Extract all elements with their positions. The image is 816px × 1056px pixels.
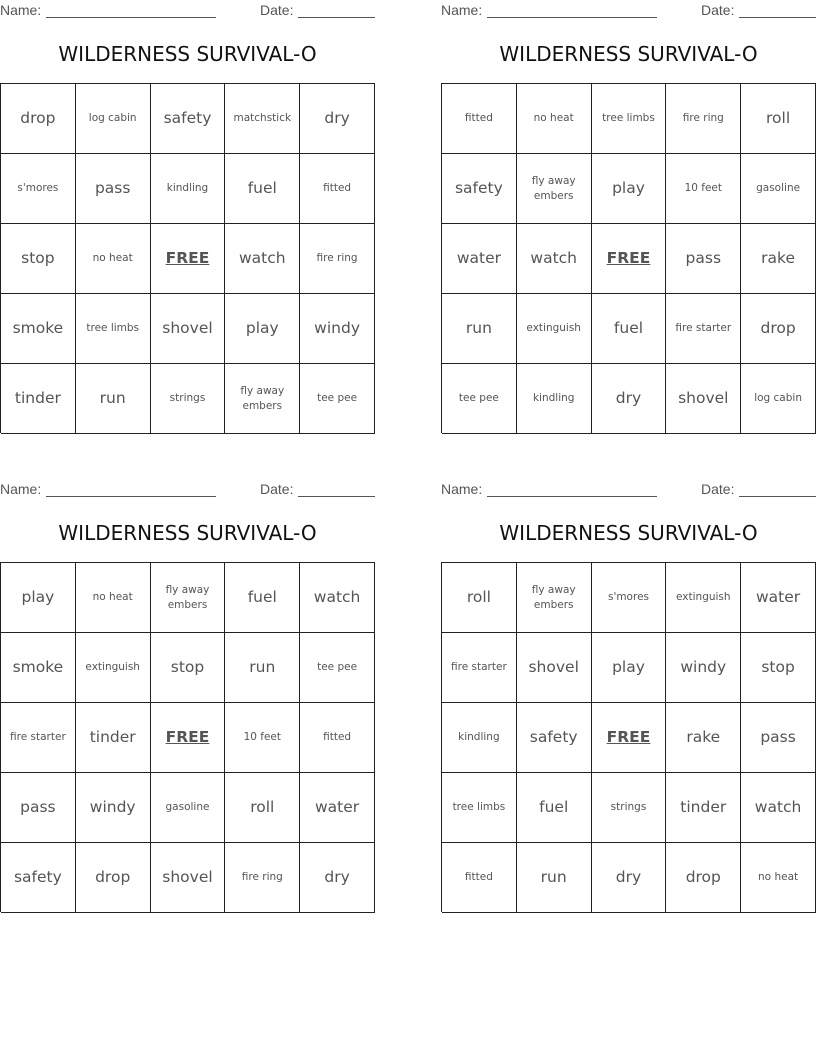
grid-row [442, 633, 816, 703]
bingo-cell: kindling [517, 364, 592, 434]
name-label: Name: [441, 2, 483, 18]
bingo-cell: safety [151, 84, 226, 154]
bingo-cell: watch [741, 773, 816, 843]
bingo-cell: no heat [517, 84, 592, 154]
card-title: WILDERNESS SURVIVAL-O [58, 42, 317, 66]
grid-row [442, 84, 816, 154]
bingo-cell: dry [300, 84, 375, 154]
grid-row [1, 563, 375, 633]
grid-row [1, 773, 375, 843]
bingo-cell: fuel [592, 294, 667, 364]
bingo-cell: tree limbs [592, 84, 667, 154]
bingo-cell: windy [300, 294, 375, 364]
bingo-cell: fuel [517, 773, 592, 843]
bingo-cell: tree limbs [76, 294, 151, 364]
grid-row [442, 773, 816, 843]
grid-row [442, 703, 816, 773]
bingo-cell: water [442, 224, 517, 294]
grid-row [442, 843, 816, 913]
bingo-cell: watch [517, 224, 592, 294]
free-space: FREE [592, 224, 667, 294]
bingo-cell: dry [592, 364, 667, 434]
bingo-cell: windy [666, 633, 741, 703]
name-line [46, 496, 216, 497]
card-header [0, 2, 375, 20]
bingo-cell: 10 feet [666, 154, 741, 224]
bingo-cell: s'mores [592, 563, 667, 633]
bingo-cell: windy [76, 773, 151, 843]
bingo-cell: tee pee [300, 364, 375, 434]
bingo-cell: log cabin [741, 364, 816, 434]
bingo-cell: run [442, 294, 517, 364]
bingo-cell: fly away embers [517, 154, 592, 224]
card-header [0, 481, 375, 499]
name-label: Name: [441, 481, 483, 497]
bingo-cell: fire ring [225, 843, 300, 913]
bingo-cell: stop [1, 224, 76, 294]
bingo-cell: tinder [1, 364, 76, 434]
bingo-cell: kindling [442, 703, 517, 773]
bingo-cell: log cabin [76, 84, 151, 154]
bingo-grid [441, 562, 816, 912]
bingo-card [0, 0, 375, 435]
grid-row [442, 224, 816, 294]
bingo-cell: run [225, 633, 300, 703]
grid-row [442, 294, 816, 364]
bingo-cell: stop [741, 633, 816, 703]
bingo-cell: no heat [76, 224, 151, 294]
bingo-cell: water [741, 563, 816, 633]
bingo-cell: fitted [300, 154, 375, 224]
bingo-cell: gasoline [741, 154, 816, 224]
bingo-cell: 10 feet [225, 703, 300, 773]
free-space: FREE [151, 224, 226, 294]
bingo-cell: kindling [151, 154, 226, 224]
bingo-cell: fire starter [666, 294, 741, 364]
bingo-cell: smoke [1, 294, 76, 364]
grid-row [1, 294, 375, 364]
free-space: FREE [151, 703, 226, 773]
date-line [739, 17, 816, 18]
bingo-cell: no heat [76, 563, 151, 633]
free-space: FREE [592, 703, 667, 773]
bingo-cell: drop [1, 84, 76, 154]
bingo-cell: rake [741, 224, 816, 294]
bingo-cell: fire ring [666, 84, 741, 154]
bingo-cell: play [592, 154, 667, 224]
name-line [46, 17, 216, 18]
bingo-cell: fire starter [1, 703, 76, 773]
bingo-cell: tinder [76, 703, 151, 773]
bingo-cell: shovel [517, 633, 592, 703]
bingo-cell: safety [517, 703, 592, 773]
bingo-cell: play [592, 633, 667, 703]
bingo-cell: tee pee [300, 633, 375, 703]
bingo-cell: pass [666, 224, 741, 294]
grid-row [442, 364, 816, 434]
bingo-cell: watch [225, 224, 300, 294]
bingo-cell: pass [741, 703, 816, 773]
bingo-cell: run [517, 843, 592, 913]
bingo-cell: shovel [151, 843, 226, 913]
card-title: WILDERNESS SURVIVAL-O [499, 521, 758, 545]
bingo-cell: drop [741, 294, 816, 364]
bingo-cell: roll [442, 563, 517, 633]
bingo-cell: fire starter [442, 633, 517, 703]
bingo-cell: fly away embers [151, 563, 226, 633]
bingo-cell: strings [151, 364, 226, 434]
date-line [739, 496, 816, 497]
bingo-cell: tee pee [442, 364, 517, 434]
bingo-cell: play [225, 294, 300, 364]
bingo-cell: fire ring [300, 224, 375, 294]
grid-row [1, 633, 375, 703]
grid-row [1, 703, 375, 773]
bingo-cell: s'mores [1, 154, 76, 224]
bingo-grid [441, 83, 816, 433]
grid-row [1, 364, 375, 434]
bingo-cell: matchstick [225, 84, 300, 154]
bingo-cell: run [76, 364, 151, 434]
name-line [487, 17, 657, 18]
bingo-cell: fly away embers [517, 563, 592, 633]
bingo-cell: extinguish [76, 633, 151, 703]
bingo-card [441, 0, 816, 435]
bingo-cell: smoke [1, 633, 76, 703]
bingo-cell: fuel [225, 154, 300, 224]
date-line [298, 496, 375, 497]
grid-row [442, 563, 816, 633]
card-header [441, 2, 816, 20]
name-line [487, 496, 657, 497]
bingo-cell: tree limbs [442, 773, 517, 843]
bingo-cell: roll [741, 84, 816, 154]
bingo-cell: shovel [151, 294, 226, 364]
card-title: WILDERNESS SURVIVAL-O [58, 521, 317, 545]
name-label: Name: [0, 481, 42, 497]
grid-row [1, 154, 375, 224]
name-label: Name: [0, 2, 42, 18]
grid-row [442, 154, 816, 224]
bingo-cell: extinguish [517, 294, 592, 364]
bingo-cell: shovel [666, 364, 741, 434]
bingo-cell: fly away embers [225, 364, 300, 434]
bingo-cell: strings [592, 773, 667, 843]
grid-row [1, 843, 375, 913]
bingo-cell: water [300, 773, 375, 843]
grid-row [1, 84, 375, 154]
bingo-cell: safety [1, 843, 76, 913]
bingo-cell: fuel [225, 563, 300, 633]
bingo-cell: fitted [442, 843, 517, 913]
bingo-cell: roll [225, 773, 300, 843]
date-label: Date: [701, 481, 735, 497]
card-title: WILDERNESS SURVIVAL-O [499, 42, 758, 66]
bingo-cell: fitted [442, 84, 517, 154]
bingo-card [441, 479, 816, 914]
bingo-cell: gasoline [151, 773, 226, 843]
bingo-cell: rake [666, 703, 741, 773]
bingo-cell: pass [1, 773, 76, 843]
bingo-cell: watch [300, 563, 375, 633]
date-label: Date: [260, 2, 294, 18]
bingo-cell: stop [151, 633, 226, 703]
bingo-cell: dry [300, 843, 375, 913]
bingo-cell: play [1, 563, 76, 633]
bingo-cell: dry [592, 843, 667, 913]
date-label: Date: [260, 481, 294, 497]
bingo-cell: no heat [741, 843, 816, 913]
bingo-cell: drop [76, 843, 151, 913]
grid-row [1, 224, 375, 294]
date-label: Date: [701, 2, 735, 18]
bingo-cell: safety [442, 154, 517, 224]
bingo-cell: tinder [666, 773, 741, 843]
bingo-cell: fitted [300, 703, 375, 773]
bingo-cell: extinguish [666, 563, 741, 633]
bingo-card [0, 479, 375, 914]
bingo-grid [0, 562, 375, 912]
date-line [298, 17, 375, 18]
bingo-cell: drop [666, 843, 741, 913]
card-header [441, 481, 816, 499]
bingo-cell: pass [76, 154, 151, 224]
bingo-grid [0, 83, 375, 433]
